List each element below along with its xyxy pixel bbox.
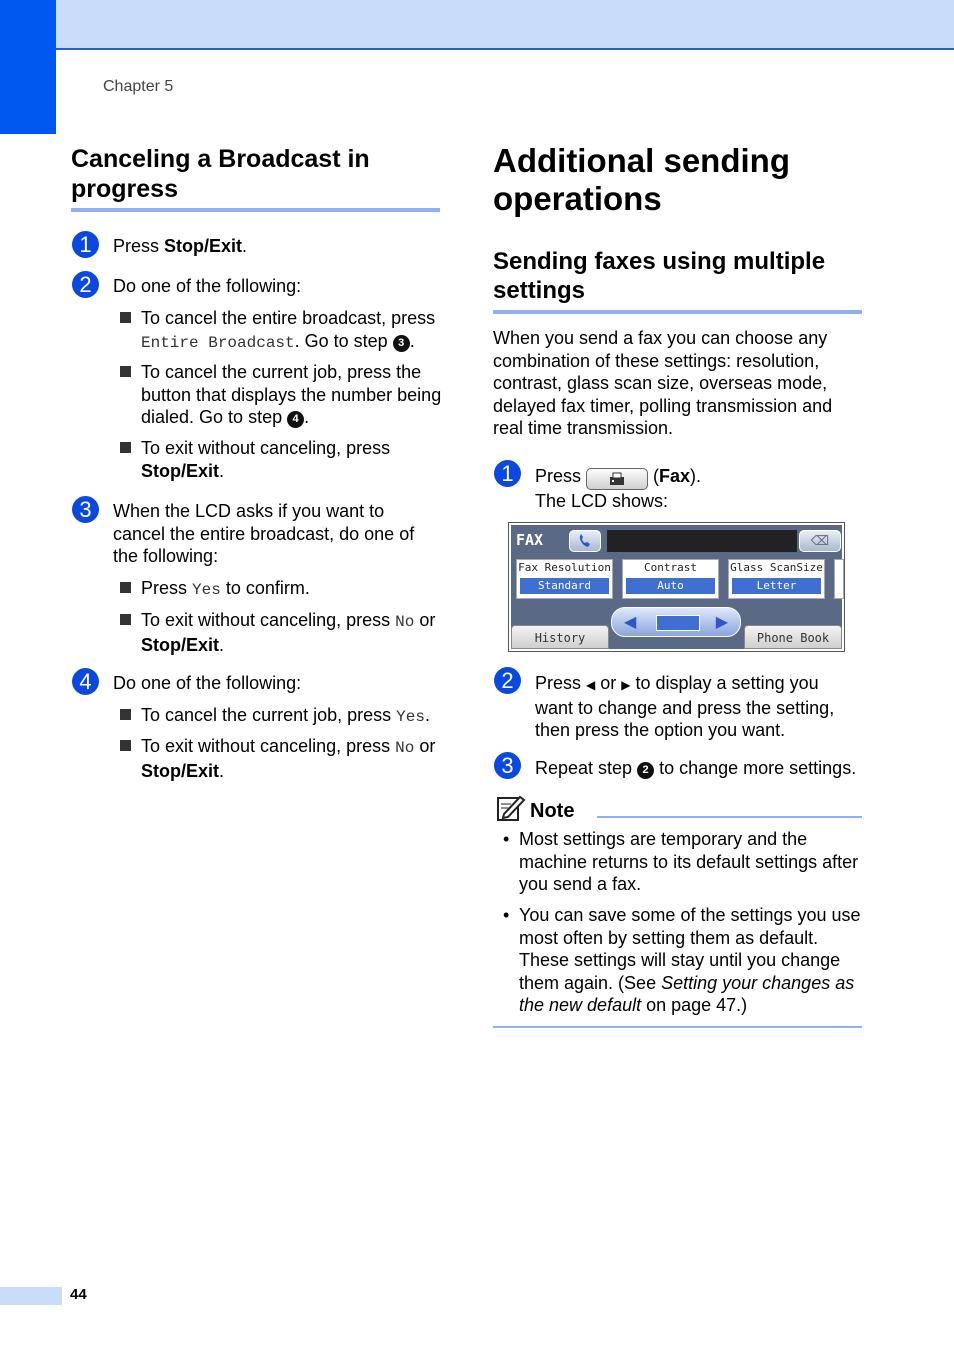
arrow-right-icon: ▶ [715, 614, 728, 631]
phone-icon [570, 531, 600, 551]
step-text: Press (Fax). The LCD shows: [535, 466, 702, 511]
chapter-tab [0, 0, 56, 134]
step-number: 2 [494, 667, 521, 694]
note-title: Note [530, 800, 575, 822]
list-item: To cancel the entire broadcast, press Entire Broadcast. Go to step 3 . [120, 307, 463, 354]
lcd-scroll-control [611, 607, 741, 637]
arrow-left-icon: ◀ [586, 678, 596, 692]
lcd-number-display [607, 530, 797, 552]
step-number: 3 [494, 752, 521, 779]
list-item: To exit without canceling, press No or Stop/Exit. [120, 735, 451, 782]
lcd-hook-button [569, 530, 601, 552]
step-number: 4 [72, 668, 99, 695]
lcd-setting-partial [834, 559, 844, 599]
arrow-right-icon: ▶ [621, 678, 631, 692]
step-number: 1 [72, 231, 99, 258]
fax-button [586, 468, 648, 490]
arrow-left-icon: ◀ [624, 614, 637, 631]
note-rule-top [597, 816, 862, 818]
step-number: 2 [72, 271, 99, 298]
lcd-mode-label: FAX [516, 531, 544, 549]
intro-paragraph: When you send a fax you can choose any combination of these settings: resolution, contrast, glass scan size, overseas mode, delayed fax timer, polling transmission and real time transmission. [493, 328, 833, 438]
note-rule-bottom [493, 1026, 862, 1028]
chapter-label: Chapter 5 [103, 78, 174, 95]
lcd-screen [508, 522, 845, 652]
list-item: To cancel the current job, press Yes. [120, 704, 466, 729]
lcd-setting-glass-scansize: Glass ScanSize Letter [728, 559, 825, 599]
backspace-icon: ⌫ [810, 533, 830, 548]
section-rule [71, 208, 440, 212]
section-title-multiple-settings: Sending faxes using multiple settings [493, 248, 826, 304]
lcd-setting-contrast: Contrast Auto [622, 559, 719, 599]
step-text: Do one of the following: [113, 276, 302, 296]
step-number: 3 [72, 496, 99, 523]
lcd-backspace-button [799, 530, 841, 552]
list-item: Press Yes to confirm. [120, 577, 451, 602]
note-icon [496, 794, 526, 827]
note-item: • Most settings are temporary and the machine returns to its default settings after you send a fax. [493, 828, 864, 896]
fax-icon [609, 472, 625, 486]
step-text: Repeat step 2 to change more settings. [535, 758, 857, 778]
step-text: When the LCD asks if you want to cancel the entire broadcast, do one of the following: [113, 501, 415, 566]
lcd-setting-fax-resolution: Fax Resolution Standard [516, 559, 613, 599]
scroll-indicator [656, 615, 700, 631]
step-ref: 3 [393, 335, 410, 352]
top-banner [0, 0, 954, 50]
list-item: To exit without canceling, press No or Stop/Exit. [120, 609, 451, 656]
page-number-bar [0, 1287, 62, 1305]
step-ref: 2 [637, 762, 654, 779]
lcd-tab-history: History [511, 625, 609, 649]
note-item: • You can save some of the settings you use most often by setting them as default. These settings will stay until you change them again. (See Setting your changes as the new default on page 47.) [493, 904, 864, 1017]
section-title-cancel-broadcast: Canceling a Broadcast in progress [71, 145, 370, 203]
step-ref: 4 [287, 411, 304, 428]
page-number: 44 [70, 1286, 87, 1303]
lcd-tab-phone-book: Phone Book [744, 625, 842, 649]
step-text: Press ◀ or ▶ to display a setting you want to change and press the setting, then press the option you want. [535, 673, 835, 740]
step-text: Do one of the following: [113, 673, 302, 693]
list-item: To cancel the current job, press the button that displays the number being dialed. Go to step 4 . [120, 361, 443, 429]
page-title-additional-operations: Additional sending operations [493, 142, 790, 217]
section-rule [493, 310, 862, 314]
list-item: To exit without canceling, press Stop/Exit. [120, 437, 443, 482]
step-text: Press Stop/Exit. [113, 236, 248, 256]
step-number: 1 [494, 460, 521, 487]
